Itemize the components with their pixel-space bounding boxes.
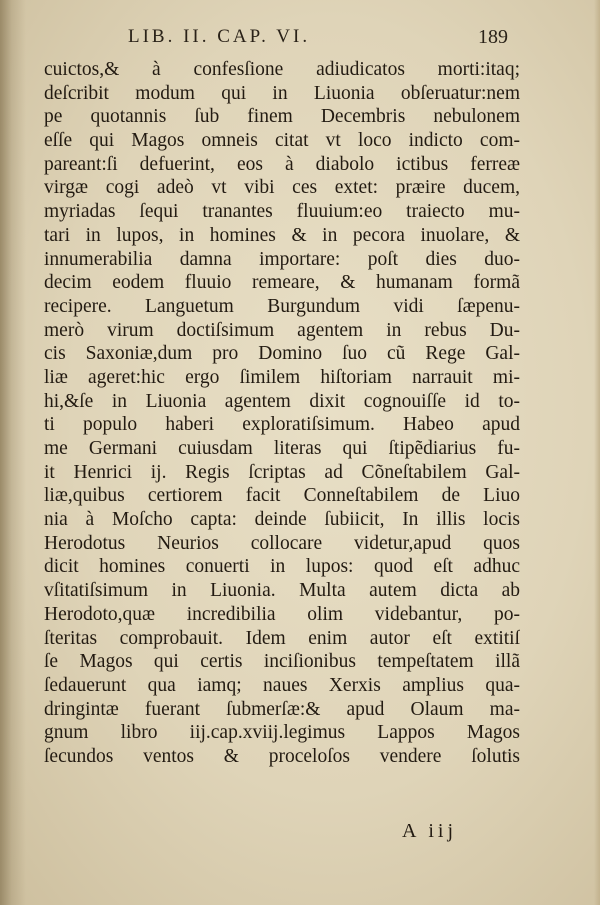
text-line: merò virum doctiſsimum agentem in rebus Du- — [44, 319, 520, 341]
signature-mark: A iij — [402, 820, 458, 842]
text-line: nia à Moſcho capta: deinde ſubiicit, In illis locis — [44, 509, 520, 531]
page-header — [128, 26, 508, 56]
text-line: Herodotus Neurios collocare videtur,apud quos — [44, 532, 520, 554]
text-line: ſe Magos qui certis inciſionibus tempeſtatem illã — [44, 651, 520, 673]
text-line: cuictos,& à confesſione adiudicatos morti:itaq; — [44, 59, 520, 80]
text-line: ſecundos ventos & proceloſos vendere ſolutis — [44, 745, 520, 767]
text-line: vſitatiſsimum in Liuonia. Multa autem dicta ab — [44, 580, 520, 602]
text-line: tari in lupos, in homines & in pecora inuolare, & — [44, 224, 520, 246]
text-line: virgæ cogi adeò vt vibi ces extet: præire ducem, — [44, 177, 520, 199]
text-line: liæ,quibus certiorem facit Conneſtabilem de Liuo — [44, 485, 520, 507]
text-line: dringintæ fuerant ſubmerſæ:& apud Olaum ma- — [44, 698, 520, 720]
text-line: pareant:ſi defuerint, eos à diabolo ictibus ferreæ — [44, 153, 520, 175]
gutter-shadow — [0, 0, 26, 905]
text-line: ſteritas comprobauit. Idem enim autor eſt extitiſ — [44, 627, 520, 649]
text-line: me Germani cuiusdam literas qui ſtipẽdiarius fu- — [44, 438, 520, 459]
text-line: gnum libro iij.cap.xviij.legimus Lappos Magos — [44, 722, 520, 744]
text-line: ſedauerunt qua iamq; naues Xerxis amplius qua- — [44, 674, 520, 696]
text-line: Herodoto,quæ incredibilia olim videbantur, po- — [44, 603, 520, 625]
text-line: dicit homines conuerti in lupos: quod eſt adhuc — [44, 556, 520, 578]
text-line: innumerabilia damna importare: poſt dies duo- — [44, 248, 520, 270]
body-text — [44, 58, 520, 769]
text-line: ti populo haberi exploratiſsimum. Habeo apud — [44, 414, 520, 436]
text-line: deſcribit modum qui in Liuonia obſeruatur:nem — [44, 82, 520, 104]
page-edge — [594, 0, 600, 905]
text-line: decim eodem fluuio remeare, & humanam formã — [44, 272, 520, 294]
text-line: pe quotannis ſub finem Decembris nebulonem — [44, 106, 520, 128]
text-line: hi,&ſe in Liuonia agentem dixit cognouiſſe id to- — [44, 390, 520, 412]
page-number: 189 — [478, 26, 508, 48]
text-line: liæ ageret:hic ergo ſimilem hiſtoriam narrauit mi- — [44, 366, 520, 388]
running-head: LIB. II. CAP. VI. — [128, 26, 311, 47]
text-line: eſſe qui Magos omneis citat vt loco indicto com- — [44, 130, 520, 152]
text-line: recipere. Languetum Burgundum vidi ſæpenu- — [44, 295, 520, 317]
text-line: myriadas ſequi tranantes fluuium:eo traiecto mu- — [44, 201, 520, 223]
text-line: cis Saxoniæ,dum pro Domino ſuo cũ Rege Gal- — [44, 343, 520, 365]
text-line: it Henrici ij. Regis ſcriptas ad Cõneſtabilem Gal- — [44, 461, 520, 483]
